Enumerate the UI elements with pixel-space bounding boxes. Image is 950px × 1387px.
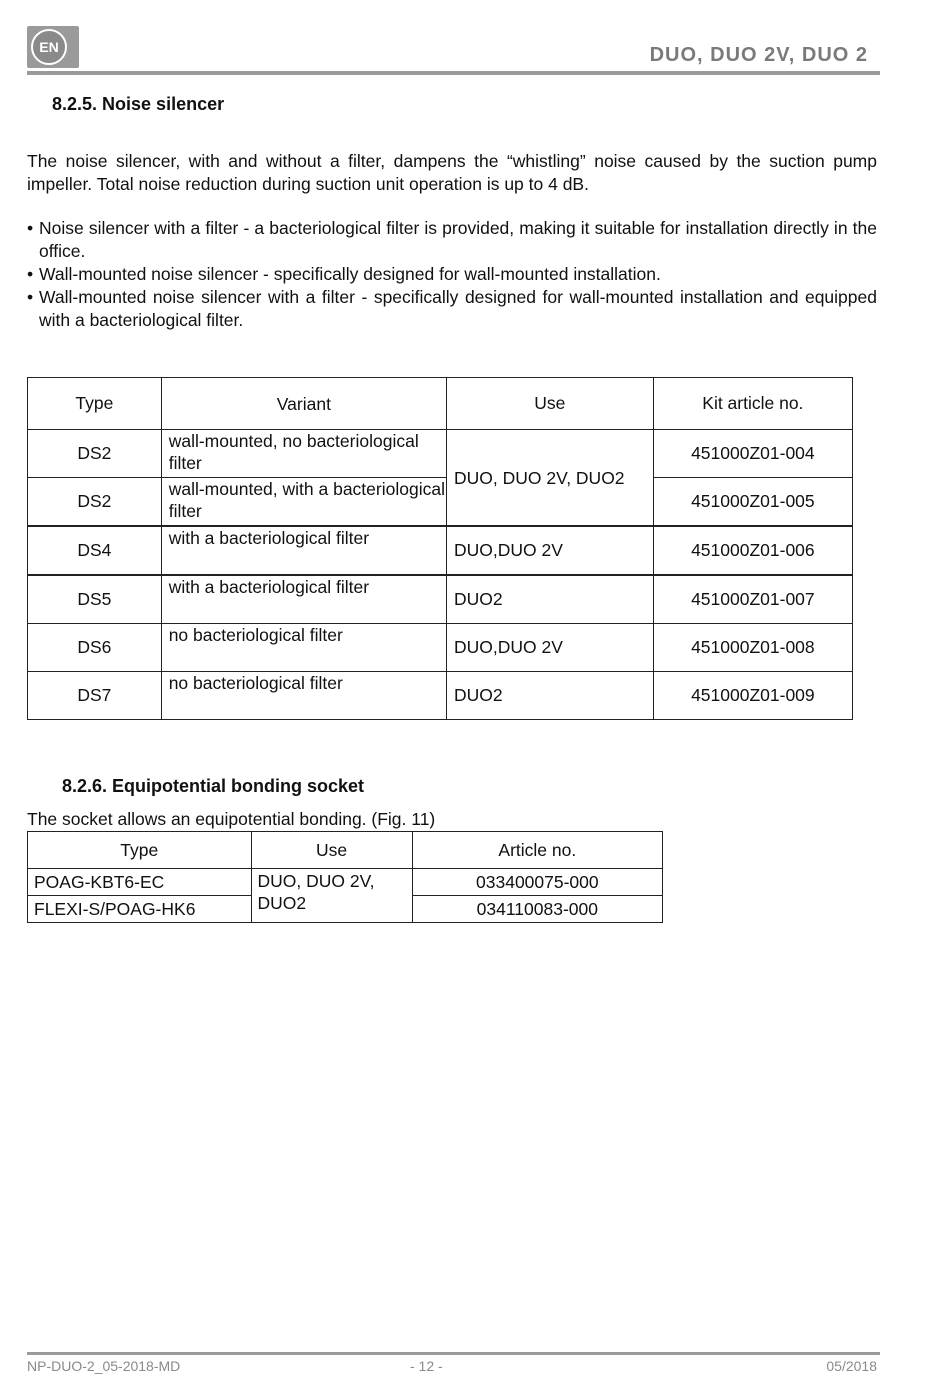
table-row <box>28 526 853 575</box>
cell-type: DS2 <box>28 430 162 478</box>
cell-use: DUO,DUO 2V <box>447 624 654 672</box>
table-row <box>28 478 853 527</box>
bonding-socket-table <box>27 831 663 923</box>
bullet-icon: • <box>27 264 34 284</box>
cell-article: 451000Z01-005 <box>653 478 852 527</box>
cell-type: DS7 <box>28 672 162 720</box>
document-title: DUO, DUO 2V, DUO 2 <box>649 44 868 66</box>
list-item: • Noise silencer with a filter - a bacteriological filter is provided, making it suitable for installation directly in the office. <box>27 218 877 261</box>
footer-doc-code: NP-DUO-2_05-2018-MD <box>27 1358 181 1374</box>
cell-article: 451000Z01-009 <box>653 672 852 720</box>
list-item: • Wall-mounted noise silencer - specifically designed for wall-mounted installation. <box>27 264 661 284</box>
cell-article: 451000Z01-007 <box>653 575 852 624</box>
cell-variant: wall-mounted, no bacteriological filter <box>161 430 446 478</box>
cell-variant: wall-mounted, with a bacteriological filter <box>161 478 446 527</box>
table-row <box>28 575 853 624</box>
cell-type: DS6 <box>28 624 162 672</box>
table-header-row <box>28 832 663 869</box>
cell-type: POAG-KBT6-EC <box>28 869 252 896</box>
cell-article: 033400075-000 <box>412 869 662 896</box>
table-row <box>28 672 853 720</box>
cell-article: 034110083-000 <box>412 896 662 923</box>
cell-type: DS4 <box>28 526 162 575</box>
table-row <box>28 430 853 478</box>
column-header-article: Article no. <box>412 832 662 869</box>
language-badge-label: EN <box>31 29 67 65</box>
noise-silencer-table <box>27 377 853 720</box>
cell-article: 451000Z01-008 <box>653 624 852 672</box>
cell-type: DS2 <box>28 478 162 527</box>
column-header-type: Type <box>28 832 252 869</box>
feature-list <box>27 217 877 332</box>
bullet-icon: • <box>27 287 34 307</box>
section-heading-bonding-socket: 8.2.6. Equipotential bonding socket <box>62 776 365 796</box>
header-divider <box>27 71 880 75</box>
cell-use: DUO2 <box>447 672 654 720</box>
column-header-use: Use <box>447 378 654 430</box>
cell-variant: with a bacteriological filter <box>161 575 446 624</box>
column-header-article: Kit article no. <box>653 378 852 430</box>
table-header-row <box>28 378 853 430</box>
cell-type: DS5 <box>28 575 162 624</box>
intro-paragraph: The noise silencer, with and without a filter, dampens the “whistling” noise caused by the suction pump impeller. Total noise reduction during suction unit operation is up to 4 dB. <box>27 151 877 194</box>
language-badge <box>27 26 79 68</box>
cell-article: 451000Z01-006 <box>653 526 852 575</box>
cell-variant: no bacteriological filter <box>161 624 446 672</box>
cell-use: DUO2 <box>447 575 654 624</box>
table-row <box>28 869 663 896</box>
cell-use: DUO, DUO 2V, DUO2 <box>251 869 412 923</box>
footer-divider <box>27 1352 880 1355</box>
footer-date: 05/2018 <box>826 1358 877 1374</box>
cell-use: DUO,DUO 2V <box>447 526 654 575</box>
footer-page-number: - 12 - <box>410 1358 443 1374</box>
column-header-use: Use <box>251 832 412 869</box>
list-item: • Wall-mounted noise silencer with a filter - specifically designed for wall-mounted installation and equipped with a bacteriological filter. <box>27 287 877 330</box>
bullet-icon: • <box>27 218 34 238</box>
cell-variant: with a bacteriological filter <box>161 526 446 575</box>
cell-variant: no bacteriological filter <box>161 672 446 720</box>
cell-use: DUO, DUO 2V, DUO2 <box>447 430 654 527</box>
cell-type: FLEXI-S/POAG-HK6 <box>28 896 252 923</box>
column-header-type: Type <box>28 378 162 430</box>
socket-description: The socket allows an equipotential bonding. (Fig. 11) <box>27 809 436 829</box>
section-heading-noise-silencer: 8.2.5. Noise silencer <box>52 94 225 114</box>
column-header-variant: Variant <box>161 378 446 430</box>
table-row <box>28 624 853 672</box>
cell-article: 451000Z01-004 <box>653 430 852 478</box>
